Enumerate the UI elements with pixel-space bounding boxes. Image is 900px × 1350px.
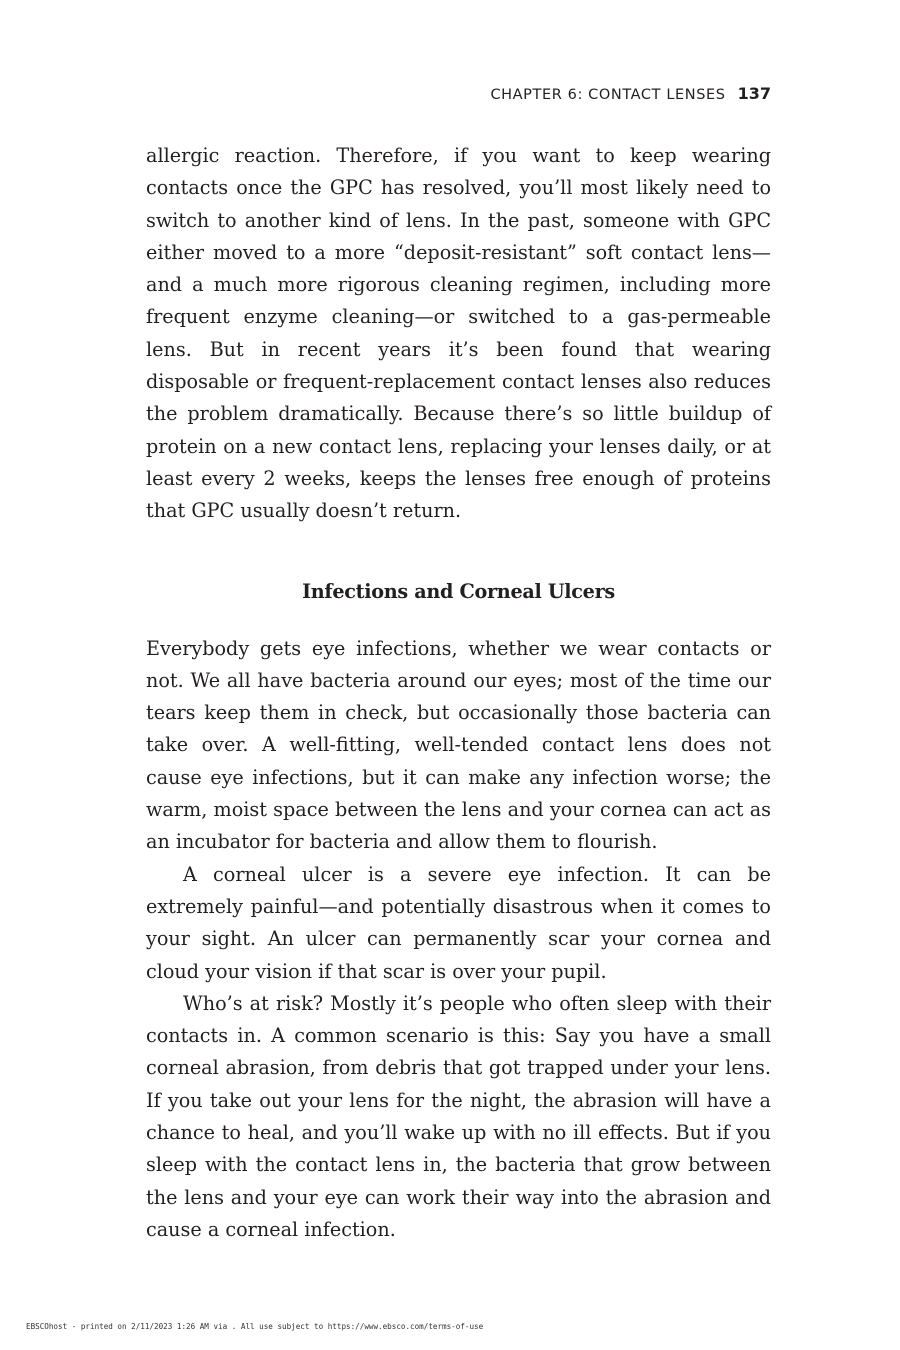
print-footer: EBSCOhost - printed on 2/11/2023 1:26 AM via . All use subject to https://www.ebsco.com/terms-of-use [26, 1322, 484, 1331]
page-body [146, 140, 771, 1246]
chapter-title: CHAPTER 6: CONTACT LENSES [490, 87, 726, 103]
running-head [146, 84, 771, 105]
paragraph-gpc-continued: allergic reaction. Therefore, if you want to keep wearing contacts once the GPC has resolved, you’ll most likely need to switch to another kind of lens. In the past, someone with GPC either moved to a more “deposit-resistant” soft contact lens—and a much more rigorous cleaning regimen, including more frequent enzyme cleaning—or switched to a gas-permeable lens. But in recent years it’s been found that wearing disposable or frequent-replacement contact lenses also reduces the problem dramatically. Because there’s so little buildup of protein on a new contact lens, replacing your lenses daily, or at least every 2 weeks, keeps the lenses free enough of proteins that GPC usually doesn’t return. [146, 144, 771, 523]
paragraph-who-at-risk: Who’s at risk? Mostly it’s people who often sleep with their contacts in. A common scenario is this: Say you have a small corneal abrasion, from debris that got trapped under your lens. If you take out your lens for the night, the abrasion will have a chance to heal, and you’ll wake up with no ill effects. But if you sleep with the contact lens in, the bacteria that grow between the lens and your eye can work their way into the abrasion and cause a corneal infection. [146, 991, 771, 1241]
paragraph-eye-infections: Everybody gets eye infections, whether we wear contacts or not. We all have bacteria around our eyes; most of the time our tears keep them in check, but occasionally those bacteria can take over. A well-fitting, well-tended contact lens does not cause eye infections, but it can make any infection worse; the warm, moist space between the lens and your cornea can act as an incubator for bacteria and allow them to flourish. [146, 636, 771, 854]
page-number: 137 [737, 84, 771, 103]
paragraph-corneal-ulcer: A corneal ulcer is a severe eye infection. It can be extremely painful—and potentially disastrous when it comes to your sight. An ulcer can permanently scar your cornea and cloud your vision if that scar is over your pupil. [146, 862, 771, 983]
section-heading: Infections and Corneal Ulcers [302, 579, 615, 603]
